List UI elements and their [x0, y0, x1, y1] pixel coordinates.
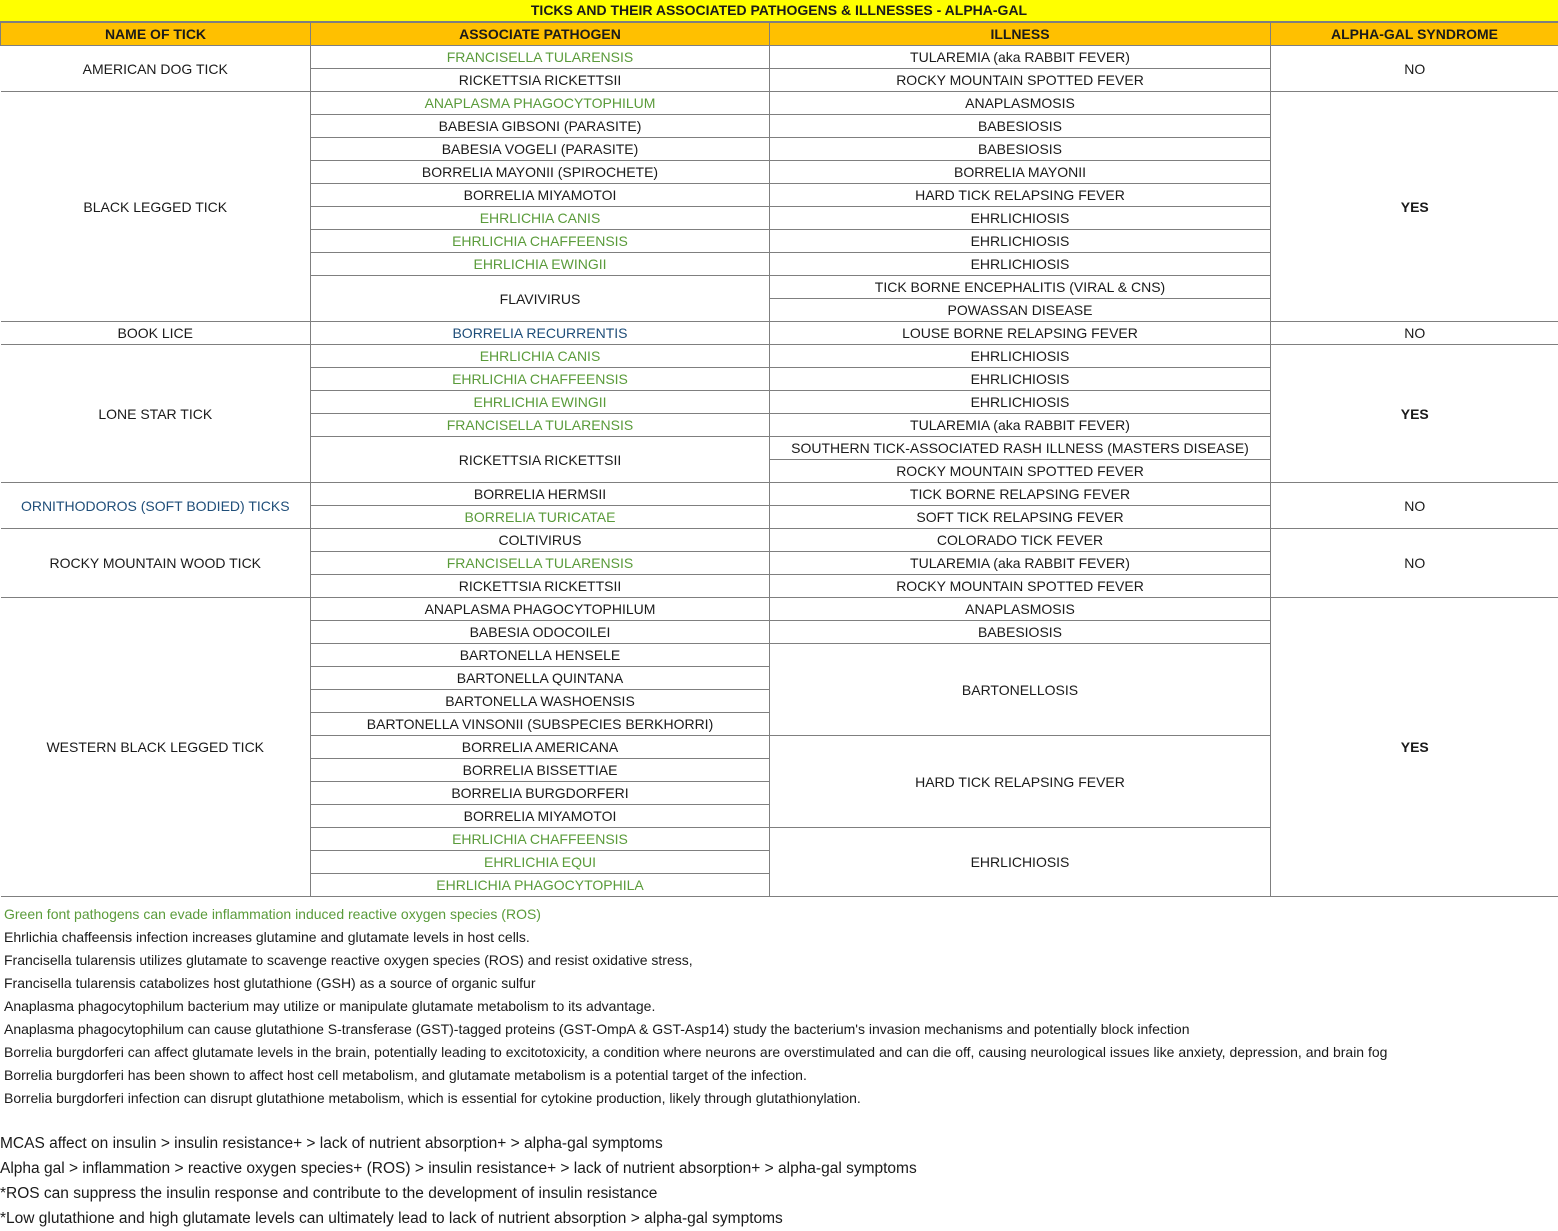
alpha-gal-cell: NO	[1271, 483, 1558, 529]
header-pathogen: ASSOCIATE PATHOGEN	[311, 23, 770, 46]
table-row	[1, 322, 1558, 345]
alpha-gal-cell: YES	[1271, 598, 1558, 897]
illness-cell: EHRLICHIOSIS	[770, 230, 1271, 253]
pathogen-cell: FLAVIVIRUS	[311, 276, 770, 322]
pathogen-cell: EHRLICHIA CHAFFEENSIS	[311, 368, 770, 391]
illness-cell: COLORADO TICK FEVER	[770, 529, 1271, 552]
note-line: Borrelia burgdorferi has been shown to affect host cell metabolism, and glutamate metabolism is a potential target of the infection.	[4, 1064, 1387, 1087]
pathogen-cell: BORRELIA AMERICANA	[311, 736, 770, 759]
illness-cell: EHRLICHIOSIS	[770, 391, 1271, 414]
note-line: Francisella tularensis utilizes glutamate to scavenge reactive oxygen species (ROS) and resist oxidative stress,	[4, 949, 1387, 972]
pathogen-cell: EHRLICHIA PHAGOCYTOPHILA	[311, 874, 770, 897]
tick-name-cell: BLACK LEGGED TICK	[1, 92, 311, 322]
illness-cell: EHRLICHIOSIS	[770, 345, 1271, 368]
header-tick-name: NAME OF TICK	[1, 23, 311, 46]
pathogen-cell: FRANCISELLA TULARENSIS	[311, 46, 770, 69]
note-line: Borrelia burgdorferi infection can disrupt glutathione metabolism, which is essential for cytokine production, likely through glutathionylation.	[4, 1087, 1387, 1110]
illness-cell: POWASSAN DISEASE	[770, 299, 1271, 322]
illness-cell: BORRELIA MAYONII	[770, 161, 1271, 184]
note-line: Francisella tularensis catabolizes host glutathione (GSH) as a source of organic sulfur	[4, 972, 1387, 995]
note-line: Green font pathogens can evade inflammation induced reactive oxygen species (ROS)	[4, 903, 1387, 926]
pathogen-cell: RICKETTSIA RICKETTSII	[311, 575, 770, 598]
alpha-gal-cell: YES	[1271, 92, 1558, 322]
pathogen-cell: BORRELIA RECURRENTIS	[311, 322, 770, 345]
notes-list	[4, 903, 1387, 1110]
illness-cell: ROCKY MOUNTAIN SPOTTED FEVER	[770, 69, 1271, 92]
pathogen-cell: BABESIA GIBSONI (PARASITE)	[311, 115, 770, 138]
pathogen-cell: BORRELIA BURGDORFERI	[311, 782, 770, 805]
pathogen-cell: ANAPLASMA PHAGOCYTOPHILUM	[311, 598, 770, 621]
sheet-title: TICKS AND THEIR ASSOCIATED PATHOGENS & ILLNESSES - ALPHA-GAL	[0, 0, 1558, 22]
pathogen-cell: BABESIA ODOCOILEI	[311, 621, 770, 644]
illness-cell: SOFT TICK RELAPSING FEVER	[770, 506, 1271, 529]
pathogen-cell: BORRELIA TURICATAE	[311, 506, 770, 529]
header-alpha-gal: ALPHA-GAL SYNDROME	[1271, 23, 1558, 46]
illness-cell: BABESIOSIS	[770, 621, 1271, 644]
illness-cell: BABESIOSIS	[770, 115, 1271, 138]
illness-cell: EHRLICHIOSIS	[770, 207, 1271, 230]
illness-cell: LOUSE BORNE RELAPSING FEVER	[770, 322, 1271, 345]
pathogen-cell: ANAPLASMA PHAGOCYTOPHILUM	[311, 92, 770, 115]
pathogen-cell: BARTONELLA WASHOENSIS	[311, 690, 770, 713]
pathogen-cell: BORRELIA MIYAMOTOI	[311, 184, 770, 207]
summary-line: *Low glutathione and high glutamate levels can ultimately lead to lack of nutrient absorption > alpha-gal symptoms	[0, 1206, 917, 1231]
header-row	[1, 23, 1558, 46]
pathogen-cell: EHRLICHIA CHAFFEENSIS	[311, 828, 770, 851]
header-illness: ILLNESS	[770, 23, 1271, 46]
pathogen-cell: BARTONELLA HENSELE	[311, 644, 770, 667]
pathogen-cell: BORRELIA MAYONII (SPIROCHETE)	[311, 161, 770, 184]
illness-cell: TICK BORNE RELAPSING FEVER	[770, 483, 1271, 506]
pathogen-cell: RICKETTSIA RICKETTSII	[311, 69, 770, 92]
table-row	[1, 46, 1558, 69]
tick-name-cell: ORNITHODOROS (SOFT BODIED) TICKS	[1, 483, 311, 529]
tick-name-cell: ROCKY MOUNTAIN WOOD TICK	[1, 529, 311, 598]
summary-line: *ROS can suppress the insulin response and contribute to the development of insulin resistance	[0, 1181, 917, 1206]
illness-cell: BABESIOSIS	[770, 138, 1271, 161]
note-line: Borrelia burgdorferi can affect glutamate levels in the brain, potentially leading to excitotoxicity, a condition where neurons are overstimulated and can die off, causing neurological issues like anxiety, depression, and brain fog	[4, 1041, 1387, 1064]
illness-cell: ANAPLASMOSIS	[770, 598, 1271, 621]
ticks-table	[0, 22, 1558, 897]
summary-line: MCAS affect on insulin > insulin resistance+ > lack of nutrient absorption+ > alpha-gal symptoms	[0, 1131, 917, 1156]
illness-cell: EHRLICHIOSIS	[770, 828, 1271, 897]
alpha-gal-cell: NO	[1271, 46, 1558, 92]
pathogen-cell: BORRELIA HERMSII	[311, 483, 770, 506]
alpha-gal-cell: NO	[1271, 322, 1558, 345]
illness-cell: HARD TICK RELAPSING FEVER	[770, 736, 1271, 828]
note-line: Anaplasma phagocytophilum bacterium may utilize or manipulate glutamate metabolism to its advantage.	[4, 995, 1387, 1018]
table-row	[1, 483, 1558, 506]
pathogen-cell: RICKETTSIA RICKETTSII	[311, 437, 770, 483]
pathogen-cell: EHRLICHIA EWINGII	[311, 253, 770, 276]
illness-cell: HARD TICK RELAPSING FEVER	[770, 184, 1271, 207]
illness-cell: ROCKY MOUNTAIN SPOTTED FEVER	[770, 575, 1271, 598]
table-row	[1, 92, 1558, 115]
summary-list	[0, 1131, 917, 1231]
pathogen-cell: EHRLICHIA CANIS	[311, 345, 770, 368]
pathogen-cell: COLTIVIRUS	[311, 529, 770, 552]
illness-cell: ROCKY MOUNTAIN SPOTTED FEVER	[770, 460, 1271, 483]
note-line: Anaplasma phagocytophilum can cause glutathione S-transferase (GST)-tagged proteins (GST-OmpA & GST-Asp14) study the bacterium's invasion mechanisms and potentially block infection	[4, 1018, 1387, 1041]
summary-line: Alpha gal > inflammation > reactive oxygen species+ (ROS) > insulin resistance+ > lack of nutrient absorption+ > alpha-gal symptoms	[0, 1156, 917, 1181]
illness-cell: ANAPLASMOSIS	[770, 92, 1271, 115]
illness-cell: BARTONELLOSIS	[770, 644, 1271, 736]
pathogen-cell: FRANCISELLA TULARENSIS	[311, 414, 770, 437]
illness-cell: SOUTHERN TICK-ASSOCIATED RASH ILLNESS (MASTERS DISEASE)	[770, 437, 1271, 460]
pathogen-cell: EHRLICHIA CANIS	[311, 207, 770, 230]
illness-cell: TULAREMIA (aka RABBIT FEVER)	[770, 46, 1271, 69]
note-line: Ehrlichia chaffeensis infection increases glutamine and glutamate levels in host cells.	[4, 926, 1387, 949]
tick-name-cell: AMERICAN DOG TICK	[1, 46, 311, 92]
pathogen-cell: EHRLICHIA EQUI	[311, 851, 770, 874]
illness-cell: TULAREMIA (aka RABBIT FEVER)	[770, 414, 1271, 437]
pathogen-cell: BORRELIA BISSETTIAE	[311, 759, 770, 782]
pathogen-cell: BORRELIA MIYAMOTOI	[311, 805, 770, 828]
pathogen-cell: EHRLICHIA CHAFFEENSIS	[311, 230, 770, 253]
table-row	[1, 529, 1558, 552]
pathogen-cell: FRANCISELLA TULARENSIS	[311, 552, 770, 575]
illness-cell: TULAREMIA (aka RABBIT FEVER)	[770, 552, 1271, 575]
illness-cell: EHRLICHIOSIS	[770, 253, 1271, 276]
illness-cell: TICK BORNE ENCEPHALITIS (VIRAL & CNS)	[770, 276, 1271, 299]
tick-name-cell: LONE STAR TICK	[1, 345, 311, 483]
table-row	[1, 345, 1558, 368]
pathogen-cell: BARTONELLA VINSONII (SUBSPECIES BERKHORRI)	[311, 713, 770, 736]
pathogen-cell: BARTONELLA QUINTANA	[311, 667, 770, 690]
pathogen-cell: BABESIA VOGELI (PARASITE)	[311, 138, 770, 161]
pathogen-cell: EHRLICHIA EWINGII	[311, 391, 770, 414]
alpha-gal-cell: NO	[1271, 529, 1558, 598]
tick-name-cell: BOOK LICE	[1, 322, 311, 345]
alpha-gal-cell: YES	[1271, 345, 1558, 483]
tick-name-cell: WESTERN BLACK LEGGED TICK	[1, 598, 311, 897]
table-row	[1, 598, 1558, 621]
illness-cell: EHRLICHIOSIS	[770, 368, 1271, 391]
